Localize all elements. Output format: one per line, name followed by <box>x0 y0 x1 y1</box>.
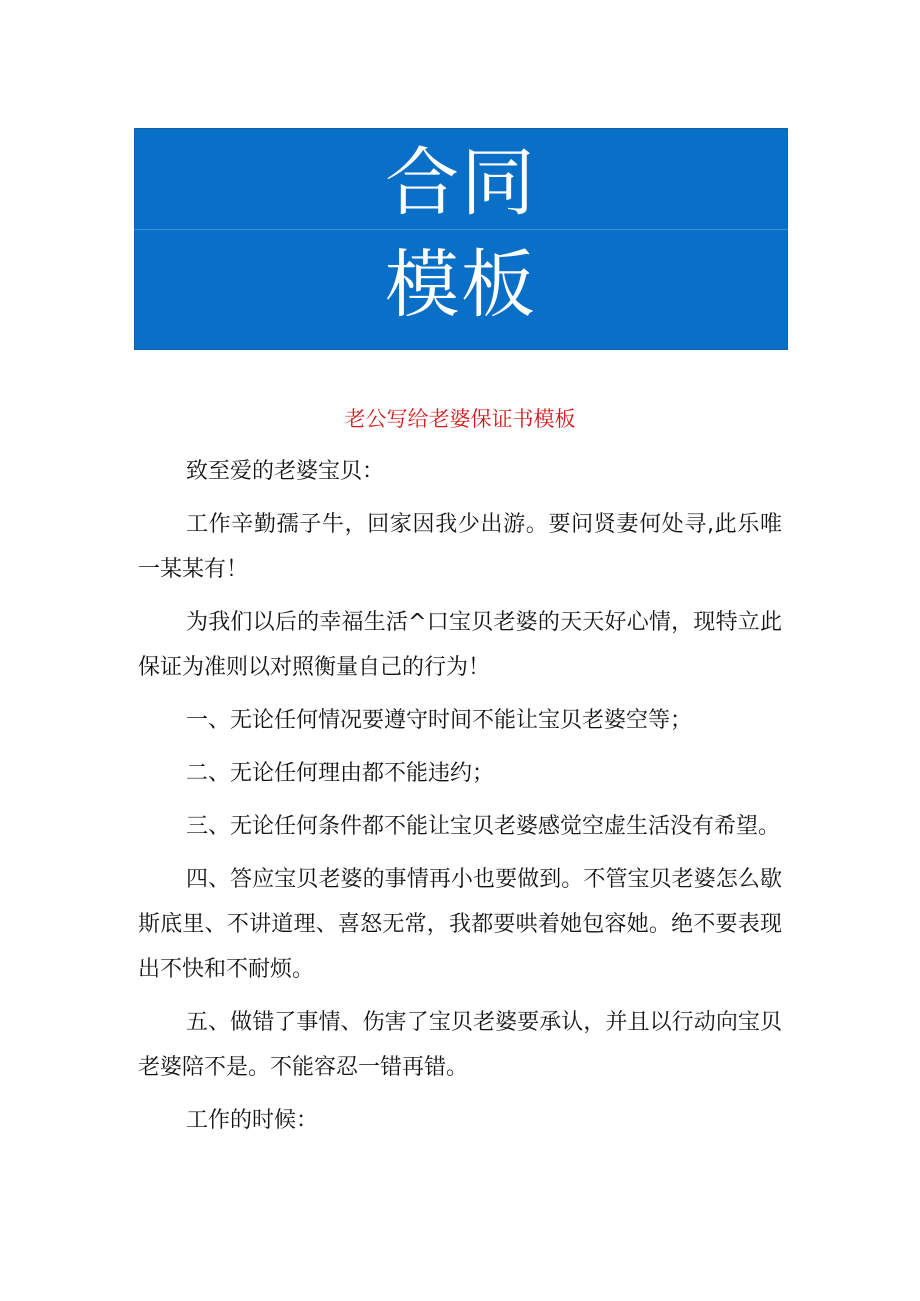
document-body <box>138 449 782 1151</box>
banner-title-line-2: 模板 <box>385 242 537 328</box>
document-title: 老公写给老婆保证书模板 <box>344 407 576 431</box>
section-heading: 工作的时候： <box>186 1108 319 1133</box>
pledge-item: 一、无论任何情况要遵守时间不能让宝贝老婆空等； <box>186 708 693 733</box>
paragraph: 为我们以后的幸福生活^口宝贝老婆的天天好心情，现特立此保证为准则以对照衡量自己的行为！ <box>138 610 782 680</box>
paragraph: 工作辛勤孺子牛，回家因我少出游。要问贤妻何处寻,此乐唯一某某有！ <box>138 512 782 582</box>
banner-title-line-1: 合同 <box>385 140 537 226</box>
salutation: 致至爱的老婆宝贝： <box>186 459 385 484</box>
pledge-item: 三、无论任何条件都不能让宝贝老婆感觉空虚生活没有希望。 <box>186 814 781 839</box>
pledge-item: 四、答应宝贝老婆的事情再小也要做到。不管宝贝老婆怎么歇斯底里、不讲道理、喜怒无常，我都要哄着她包容她。绝不要表现出不快和不耐烦。 <box>138 867 782 982</box>
cover-banner <box>134 128 788 350</box>
pledge-item: 二、无论任何理由都不能违约； <box>186 761 495 786</box>
banner-divider <box>134 229 788 230</box>
pledge-item: 五、做错了事情、伤害了宝贝老婆要承认，并且以行动向宝贝老婆陪不是。不能容忍一错再错。 <box>138 1010 782 1080</box>
